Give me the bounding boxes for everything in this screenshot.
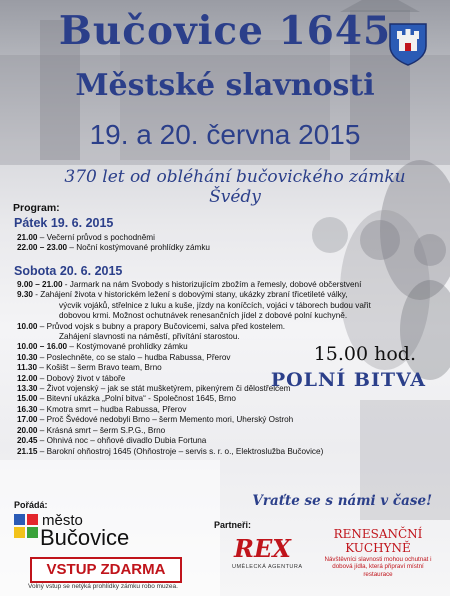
event-time: 22.00 – 23.00 (17, 243, 68, 253)
battle-title: POLNÍ BITVA (270, 369, 426, 391)
event-item (17, 243, 210, 253)
event-text: – Průvod vojsk s bubny a prapory Bučovicemi, salva před kostelem. (37, 321, 286, 331)
rex-agency-subtitle: UMĚLECKÁ AGENTURA (232, 564, 303, 570)
event-text: – Košišt – šerm Bravo team, Brno (37, 363, 162, 373)
event-time: 10.00 – 16.00 (17, 342, 68, 352)
slogan: Vraťte se s námi v čase! (252, 493, 432, 509)
event-time: 10.00 (17, 321, 38, 331)
organizer-name-big: Bučovice (40, 525, 130, 550)
event-text: – Život vojenský – jak se stát mušketýrem, pikenýrem či dělostřelcem (37, 384, 291, 394)
event-time: 9.00 – 21.00 (17, 280, 63, 289)
event-text: – Večerní průvod s pochodněmi (37, 233, 155, 242)
event-item-continued (17, 332, 371, 342)
event-time: 20.45 (17, 436, 38, 446)
event-text: – Dobový život v táboře (37, 373, 126, 383)
event-item (17, 436, 371, 446)
anniversary-line: 370 let od obléhání bučovického zámku Švédy (64, 167, 406, 207)
event-text: Zahájení slavnosti na náměstí, přivítání starostou. (59, 332, 240, 342)
event-item (17, 322, 371, 332)
kitchen-title-line1: RENESANČNÍ (333, 527, 423, 541)
event-text: - Zahájení života v historickém ležení s dobovými stany, ukázky zbraní třicetileté války, (32, 290, 348, 300)
event-text: – Kmotra smrt – hudba Rabussa, Přerov (37, 404, 187, 414)
event-item-continued (17, 301, 371, 311)
event-item (17, 290, 371, 300)
event-item (17, 405, 371, 415)
festival-dates: 19. a 20. června 2015 (89, 119, 361, 150)
event-time: 21.00 (17, 233, 38, 242)
event-text: – Barokní ohňostroj 1645 (Ohňostroje – servis s. r. o., Elektroslužba Bučovice) (37, 446, 324, 456)
event-time: 21.15 (17, 446, 38, 456)
event-text: – Ohnivá noc – ohňové divadlo Dubia Fortuna (37, 436, 207, 446)
free-entry-note: Volný vstup se netýká prohlídky zámku robo muzea. (28, 583, 178, 590)
event-time: 15.00 (17, 394, 38, 404)
event-time: 13.30 (17, 384, 38, 394)
event-time: 20.00 (17, 425, 38, 435)
kitchen-note: Návštěvníci slavnosti mohou ochutnat i dobová jídla, která připraví místní restaurace (324, 556, 432, 578)
battle-time: 15.00 hod. (313, 343, 416, 365)
day1-event-list (17, 233, 210, 254)
event-time: 10.30 (17, 352, 38, 362)
organizer-label: Pořádá: (14, 500, 48, 510)
event-time: 12.00 (17, 373, 38, 383)
event-text: – Krásná smrt – šerm S.P.G., Brno (37, 425, 166, 435)
day1-heading: Pátek 19. 6. 2015 (14, 216, 114, 230)
event-time: 11.30 (17, 363, 38, 373)
day2-heading: Sobota 20. 6. 2015 (14, 264, 123, 278)
rex-agency-logo: REX (234, 534, 291, 563)
event-item (17, 415, 371, 425)
free-entry-stamp: VSTUP ZDARMA (30, 557, 182, 583)
event-item (17, 280, 371, 290)
poster-title: Bučovice 1645 (58, 8, 392, 54)
event-time: 16.30 (17, 404, 38, 414)
event-item-continued (17, 311, 371, 321)
kitchen-title-line2: KUCHYNĚ (345, 541, 411, 555)
event-text: - Jarmark na nám Svobody s historizujícím zbožím a řemesly, dobové občerstvení (62, 280, 362, 289)
program-label: Program: (13, 202, 60, 214)
event-time: 17.00 (17, 415, 38, 425)
event-text: dobovou krmi. Možnost ochutnávek renesančních jídel z dobové polní kuchyně. (59, 311, 348, 321)
event-item (17, 233, 210, 243)
event-item (17, 447, 371, 457)
poster-subtitle: Městské slavnosti (75, 68, 375, 103)
event-time: 9.30 (17, 290, 33, 300)
event-item (17, 426, 371, 436)
event-text: – Noční kostýmované prohlídky zámku (67, 243, 210, 253)
partners-label: Partneři: (214, 520, 252, 530)
event-text: – Kostýmované prohlídky zámku (67, 342, 188, 352)
event-text: – Poslechněte, co se stalo – hudba Rabussa, Přerov (37, 352, 231, 362)
event-text: – Bitevní ukázka „Polní bitva“ - Společnost 1645, Brno (37, 394, 236, 404)
event-text: výcvik vojáků, střelnice z luku a kuše, jízdy na koníčcích, vojáci v táborech budou vařit (59, 300, 371, 310)
event-text: – Proč Švédové nedobyli Brno – šerm Memento mori, Uherský Ostroh (37, 415, 294, 425)
event-item (17, 394, 371, 404)
organizer-name-small: město (42, 512, 83, 529)
town-logo-icon (14, 514, 38, 538)
